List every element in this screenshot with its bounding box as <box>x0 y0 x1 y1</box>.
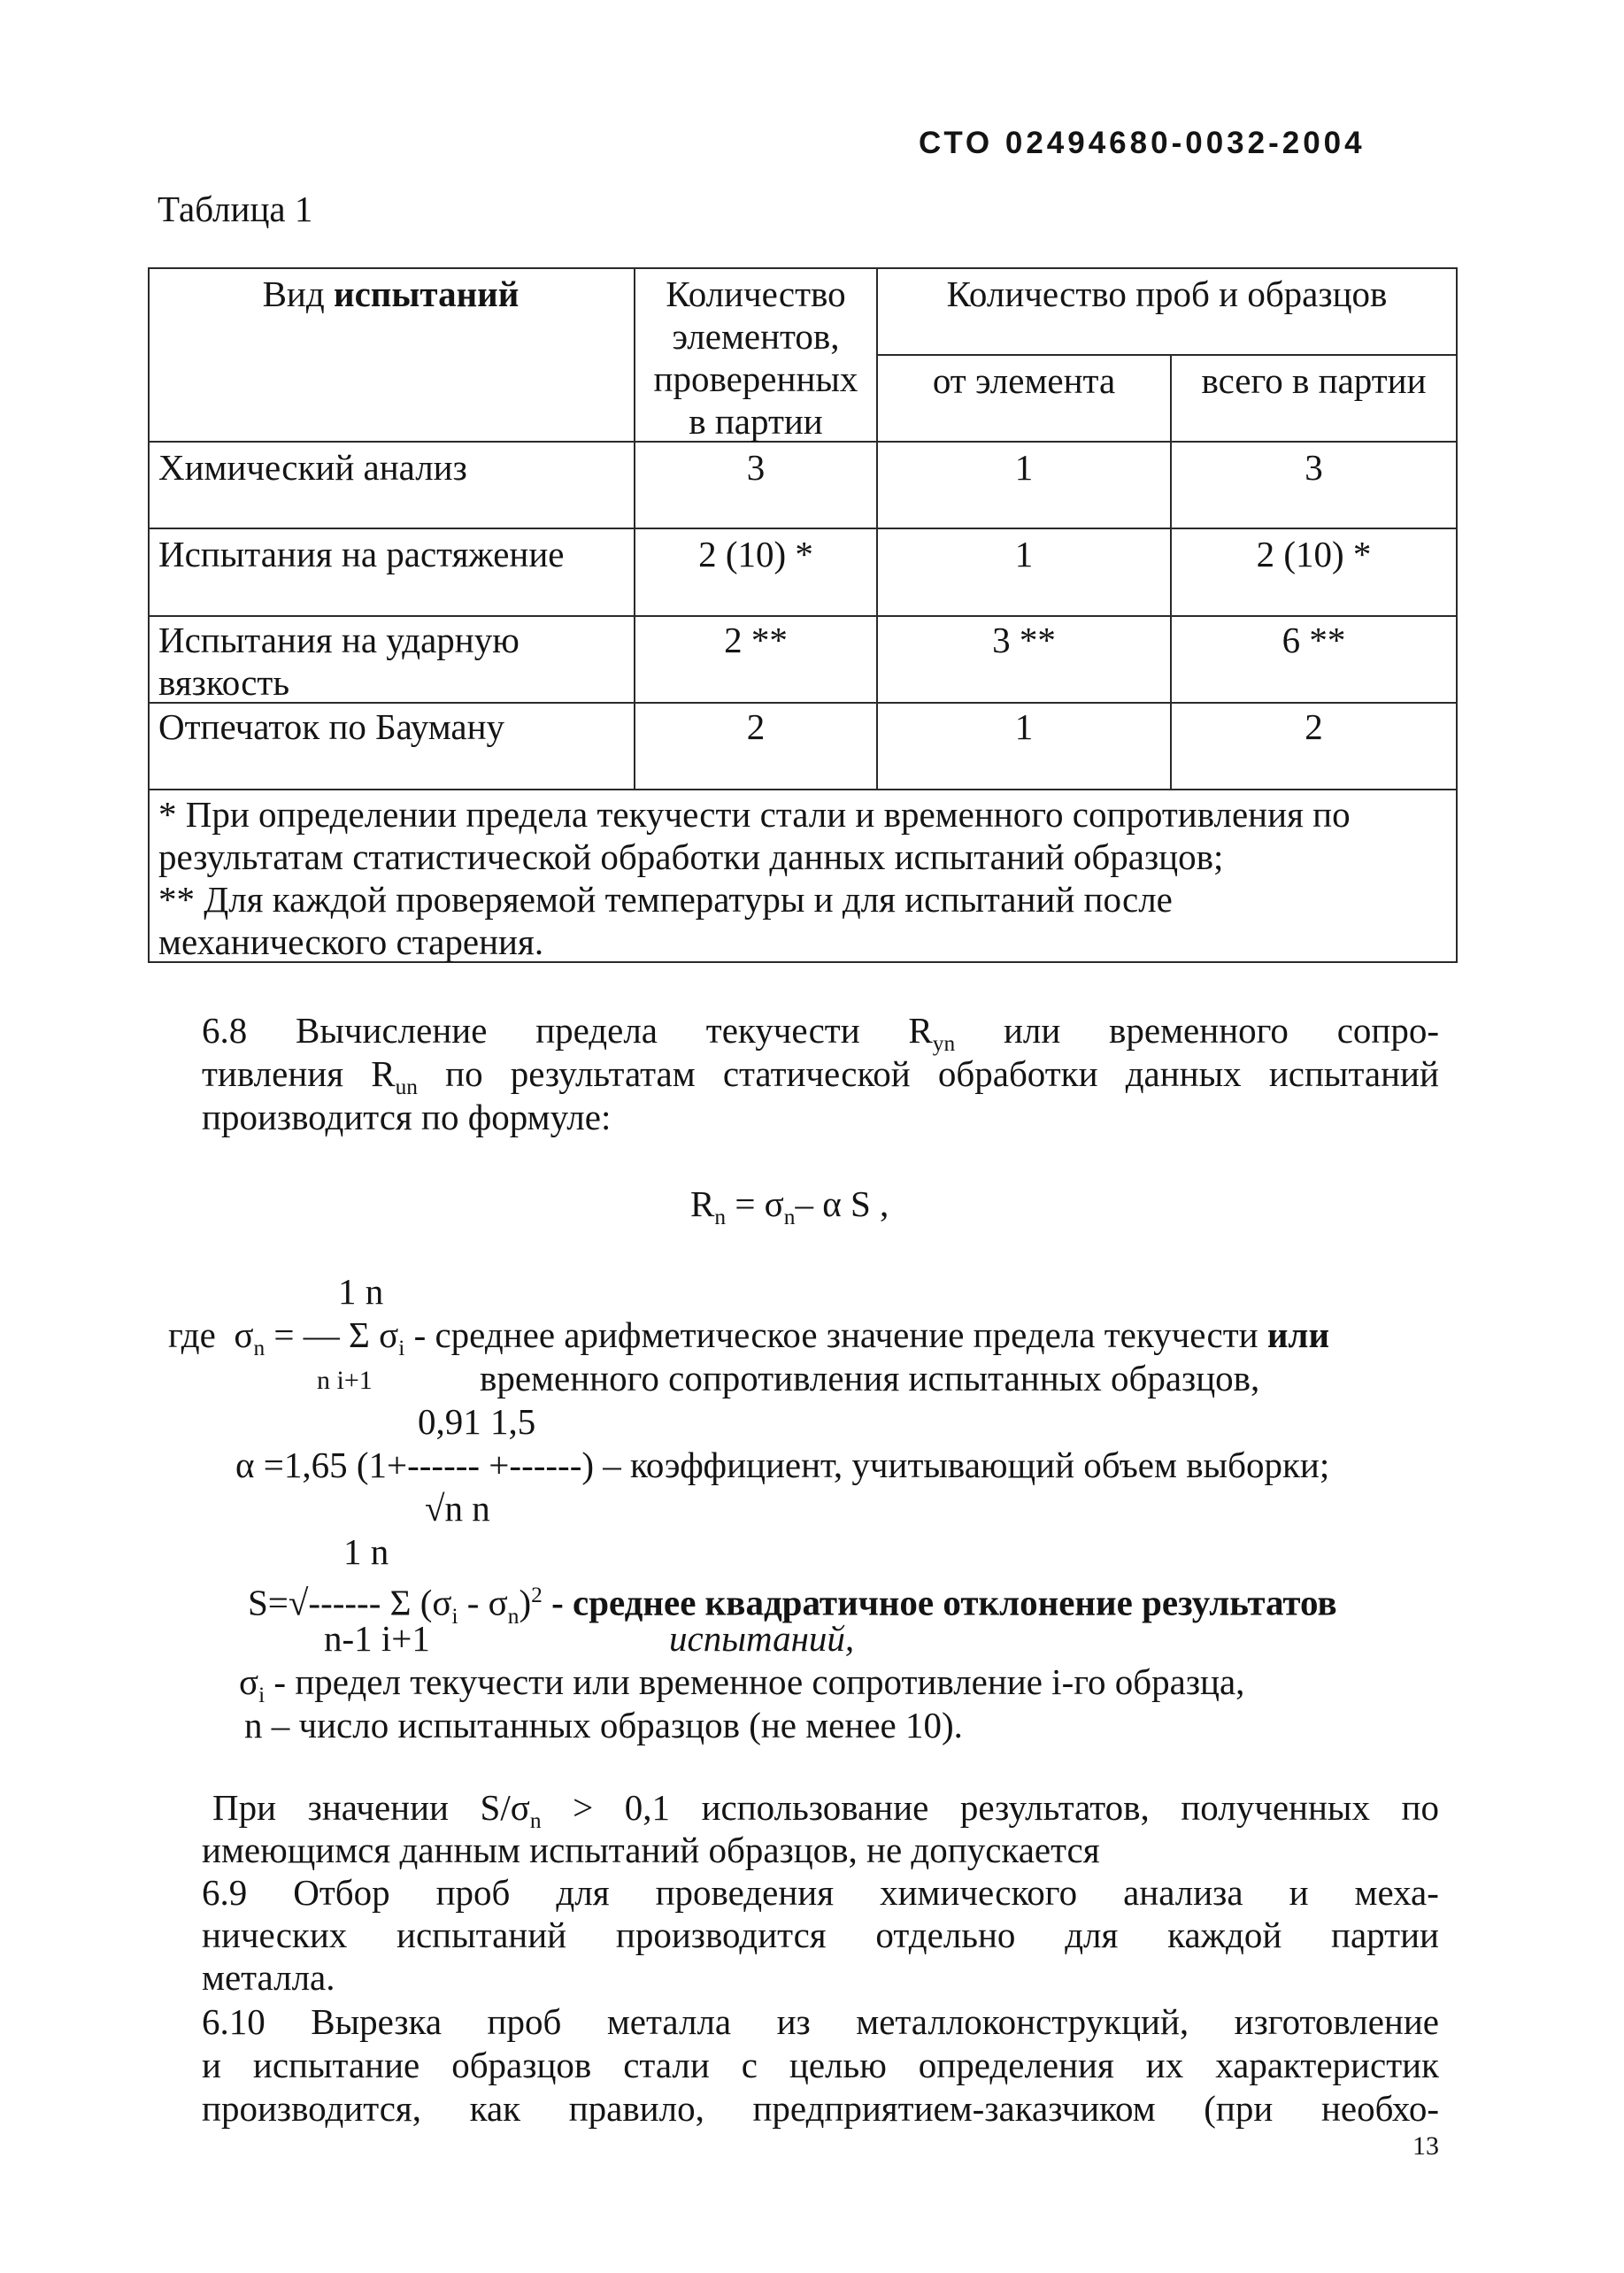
alpha-numerator: 0,91 1,5 <box>418 1401 536 1442</box>
section-6-8-line-1: 6.8 Вычисление предела текучести $R_{yn}$ или временного сопро- <box>202 1010 1439 1057</box>
formula-s: S=√------ Σ $(\sigma_i - \sigma_n)^2$ - среднее квадратичное отклонение результатов <box>248 1582 1337 1629</box>
section-6-10-line-3: производится, как правило, предприятием-заказчиком (при необхо- <box>202 2088 1439 2129</box>
table-footnote: ** Для каждой проверяемой температуры и для испытаний после <box>158 879 1173 920</box>
table-footnote: механического старения. <box>158 921 544 962</box>
row-chemical-analysis: Химический анализ <box>158 447 467 488</box>
cell-value: 2 <box>1305 706 1323 747</box>
document-code: СТО 02494680-0032-2004 <box>919 126 1366 160</box>
cell-value: 2 (10) * <box>1256 534 1372 574</box>
section-6-9-line-3: металла. <box>202 1957 335 1998</box>
paragraph-s-ratio-line-2: имеющимся данным испытаний образцов, не допускается <box>202 1830 1100 1870</box>
section-6-8-line-2: тивления $R_{un}$ по результатам статической обработки данных испытаний <box>202 1053 1439 1100</box>
section-6-9-line-2: нических испытаний производится отдельно для каждой партии <box>202 1915 1439 1955</box>
row-baumann-print: Отпечаток по Бауману <box>158 706 505 747</box>
sigma-numerator: 1 n <box>338 1271 384 1312</box>
sigma-description-cont: временного сопротивления испытанных образцов, <box>480 1358 1260 1398</box>
table-1 <box>148 267 1458 963</box>
cell-value: 1 <box>1014 447 1034 488</box>
header-test-type: Вид испытаний <box>262 274 520 314</box>
sigma-i-definition: $\sigma_i$ - предел текучести или временное сопротивление i-го образца, <box>239 1661 1245 1708</box>
s-description-cont: испытаний, <box>669 1618 855 1659</box>
header-from-element: от элемента <box>932 360 1116 401</box>
table-footnote: * При определении предела текучести стали и временного сопротивления по <box>158 794 1351 835</box>
cell-value: 6 ** <box>1281 620 1346 660</box>
formula-sigma-mean: где $\sigma_n$ = — Σ $\sigma_i$ - среднее арифметическое значение предела текучести или <box>168 1314 1330 1361</box>
cell-value: 1 <box>1014 706 1034 747</box>
cell-value: 3 <box>746 447 766 488</box>
table-caption: Таблица 1 <box>158 189 313 229</box>
section-6-10-line-1: 6.10 Вырезка проб металла из металлоконструкций, изготовление <box>202 2001 1439 2042</box>
paragraph-s-ratio-line-1: При значении $S/\sigma_n$ > 0,1 использование результатов, полученных по <box>212 1787 1439 1834</box>
row-impact-test: Испытания на ударную вязкость <box>158 620 520 703</box>
formula-rn: $R_n = \sigma_n-$ α S , <box>690 1183 889 1230</box>
section-6-9-line-1: 6.9 Отбор проб для проведения химического анализа и меха- <box>202 1872 1439 1913</box>
header-samples-count: Количество проб и образцов <box>946 274 1388 314</box>
cell-value: 1 <box>1014 534 1034 574</box>
row-tensile-test: Испытания на растяжение <box>158 534 565 574</box>
table-footnote: результатам статистической обработки данных испытаний образцов; <box>158 836 1224 877</box>
cell-value: 3 ** <box>992 620 1056 660</box>
section-6-8-line-3: производится по формуле: <box>202 1097 612 1137</box>
n-definition: n – число испытанных образцов (не менее 10). <box>244 1705 963 1745</box>
sigma-denominator: n i+1 <box>317 1366 373 1395</box>
cell-value: 2 (10) * <box>698 534 813 574</box>
alpha-denominator: √n n <box>425 1488 490 1529</box>
s-numerator: 1 n <box>343 1531 389 1572</box>
formula-alpha: α =1,65 (1+------ +------) – коэффициент, учитывающий объем выборки; <box>235 1445 1330 1485</box>
header-elements-count: Количество элементов, проверенных в партии <box>653 274 858 442</box>
cell-value: 3 <box>1305 447 1323 488</box>
page-number: 13 <box>1412 2131 1439 2161</box>
s-denominator: n-1 i+1 <box>324 1618 430 1659</box>
header-total-in-batch: всего в партии <box>1201 360 1427 401</box>
cell-value: 2 ** <box>724 620 788 660</box>
section-6-10-line-2: и испытание образцов стали с целью определения их характеристик <box>202 2045 1439 2085</box>
cell-value: 2 <box>746 706 766 747</box>
